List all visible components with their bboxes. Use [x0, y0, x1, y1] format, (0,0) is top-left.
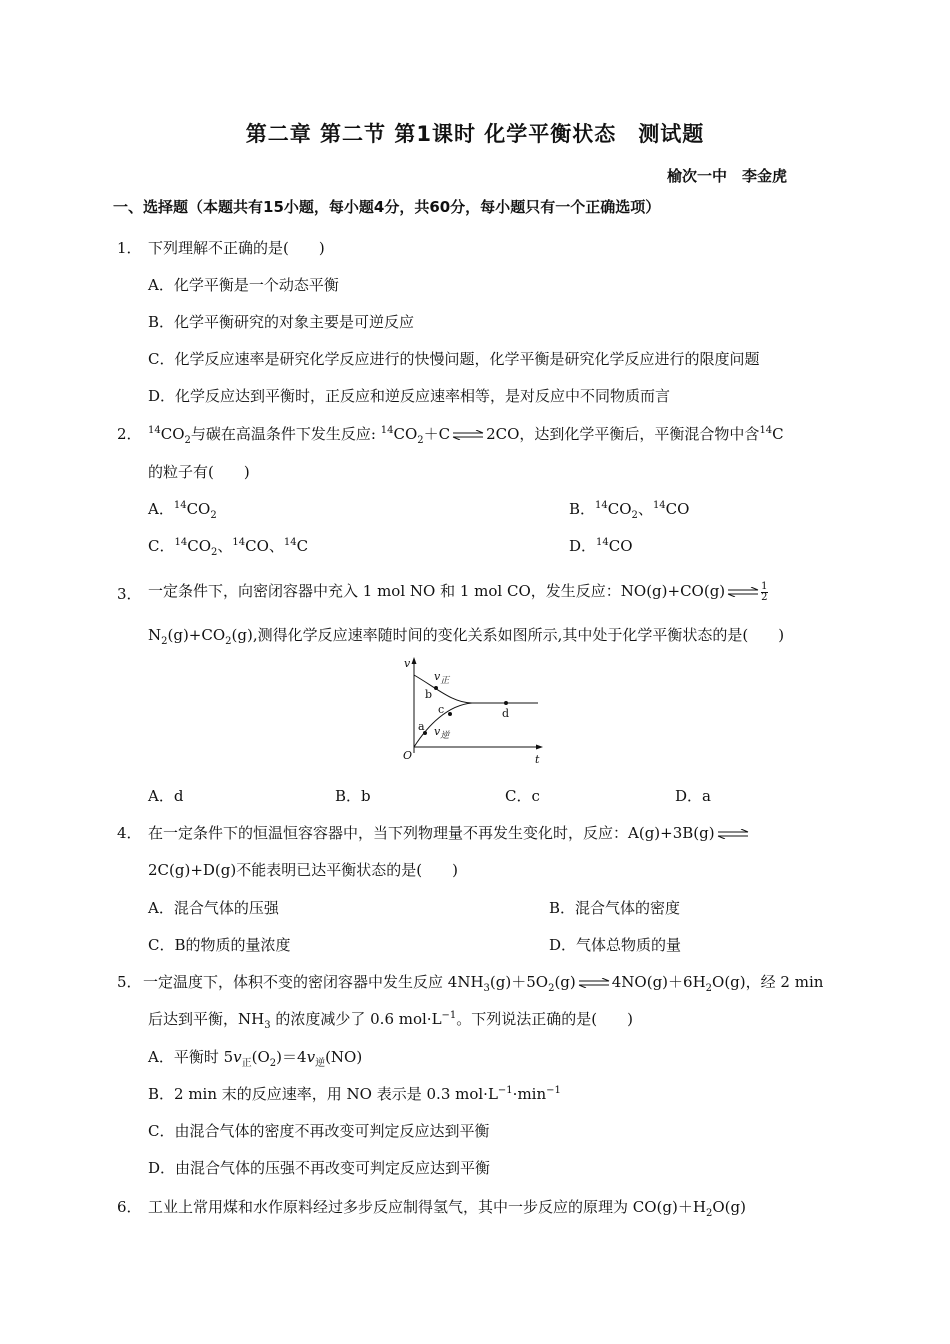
v-axis-arrowhead-icon	[412, 657, 417, 664]
option-b: B．混合气体的密度	[549, 899, 681, 917]
question-number: 4．	[117, 824, 142, 842]
option-c: C．c	[505, 787, 540, 805]
equilibrium-arrow-icon	[727, 587, 759, 597]
point-b-label: b	[425, 688, 433, 701]
question-stem-line1: 在一定条件下的恒温恒容容器中，当下列物理量不再发生变化时，反应：A(g)+3B(g)	[148, 822, 751, 843]
v-axis-label: v	[404, 657, 411, 670]
option-c: C．化学反应速率是研究化学反应进行的快慢问题，化学平衡是研究化学反应进行的限度问题	[148, 350, 760, 368]
option-d: D．由混合气体的压强不再改变可判定反应达到平衡	[148, 1159, 491, 1177]
t-axis-label: t	[535, 753, 540, 766]
point-a-label: a	[418, 720, 425, 733]
option-a: A．$^{14}CO_2$	[148, 500, 217, 521]
option-d: D．a	[675, 787, 711, 805]
option-b: B．b	[335, 787, 371, 805]
question-stem-line2: $N_2(g)+CO_2(g)$,测得化学反应速率随时间的变化关系如图所示,其中处于化学平衡状态的是( )	[148, 626, 785, 647]
option-b: B．化学平衡研究的对象主要是可逆反应	[148, 313, 415, 331]
question-stem-line1: 工业上常用煤和水作原料经过多步反应制得氢气，其中一步反应的原理为 $CO(g)+H_2O(g)$	[148, 1198, 746, 1219]
question-stem-line1: $^{14}CO_2$与碳在高温条件下发生反应: $^{14}CO_2+C$ 2CO，达到化学平衡后，平衡混合物中含$^{14}$C	[148, 425, 784, 446]
question-stem-line2: 的粒子有( )	[148, 463, 250, 481]
author: 榆次一中 李金虎	[667, 167, 788, 185]
question-stem-line2: 后达到平衡，$NH_3$ 的浓度减少了 0.6 $mol\cdot L^{-1}$。下列说法正确的是( )	[148, 1010, 634, 1031]
page-title: 第二章 第二节 第1课时 化学平衡状态 测试题	[245, 122, 705, 146]
equilibrium-arrow-icon	[452, 430, 484, 440]
rate-time-diagram	[398, 655, 548, 767]
point-b-marker	[434, 686, 438, 690]
reverse-rate-label: $v_逆$	[434, 725, 450, 741]
question-number: 2．	[117, 425, 142, 443]
option-d: D．化学反应达到平衡时，正反应和逆反应速率相等，是对反应中不同物质而言	[148, 387, 671, 405]
forward-rate-label: $v_正$	[434, 670, 450, 686]
option-b: B．2 min 末的反应速率，用 NO 表示是 0.3 $mol\cdot L^{-1}\cdot\min^{-1}$	[148, 1085, 561, 1103]
option-c: C．$^{14}CO_2$、$^{14}$CO、$^{14}$C	[148, 537, 309, 558]
option-d: D．气体总物质的量	[549, 936, 682, 954]
question-stem-line1: 一定条件下，向密闭容器中充入 1 mol NO 和 1 mol CO，发生反应：NO(g)+CO(g) $\frac{1}{2}$	[148, 580, 768, 603]
option-a: A．化学平衡是一个动态平衡	[148, 276, 339, 294]
origin-label: O	[403, 749, 413, 762]
option-b: B．$^{14}CO_2$、$^{14}$CO	[569, 500, 690, 521]
question-stem-line2: 2C(g)+D(g)不能表明已达平衡状态的是( )	[148, 861, 458, 879]
point-d-label: d	[502, 707, 510, 720]
question-stem: 下列理解不正确的是( )	[148, 239, 325, 257]
fraction-one-half: $\frac{1}{2}$	[761, 580, 768, 603]
option-d: D．$^{14}$CO	[569, 537, 633, 555]
section-heading: 一、选择题（本题共有15小题，每小题4分，共60分，每小题只有一个正确选项）	[113, 198, 661, 216]
point-d-marker	[504, 701, 508, 705]
question-number: 3．	[117, 585, 142, 603]
option-a: A．平衡时 $5v_正(O_2)=4v_逆(NO)$	[148, 1048, 363, 1069]
option-a: A．d	[148, 787, 184, 805]
question-number: 5．	[117, 973, 142, 991]
option-a: A．混合气体的压强	[148, 899, 279, 917]
question-number: 1．	[117, 239, 142, 257]
equilibrium-arrow-icon	[578, 978, 610, 988]
question-stem-line1: 一定温度下，体积不变的密闭容器中发生反应 $4NH_3(g)+5O_2(g)$ $4NO(g)+6H_2O(g)$，经 2 min	[143, 973, 824, 994]
question-number: 6．	[117, 1198, 142, 1216]
equilibrium-arrow-icon	[717, 829, 749, 839]
point-c-label: c	[438, 703, 445, 716]
point-c-marker	[448, 712, 452, 716]
option-c: C．由混合气体的密度不再改变可判定反应达到平衡	[148, 1122, 490, 1140]
t-axis-arrowhead-icon	[536, 745, 543, 750]
option-c: C．B的物质的量浓度	[148, 936, 291, 954]
